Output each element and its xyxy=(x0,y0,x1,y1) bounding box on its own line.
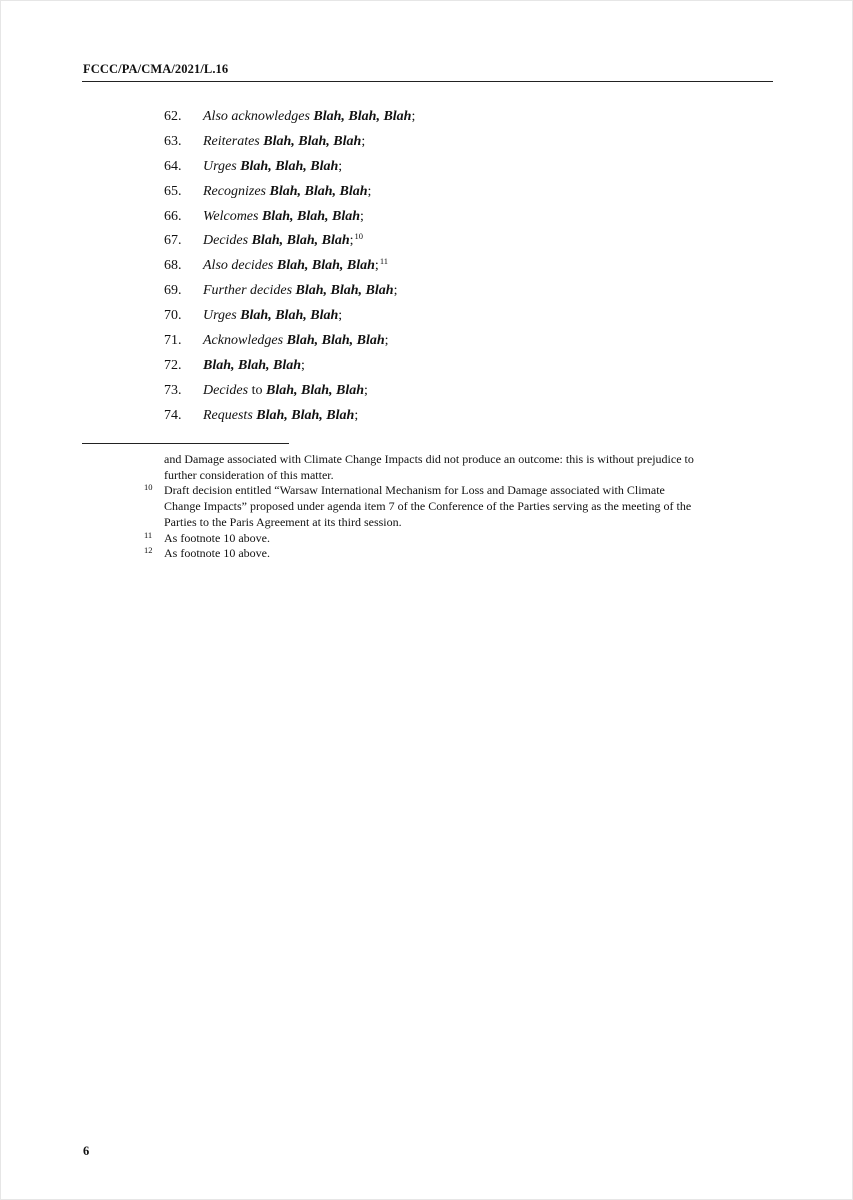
paragraph-number: 73. xyxy=(164,382,182,398)
footnote-text: Draft decision entitled “Warsaw International Mechanism for Loss and Damage associated with Climate Change Impacts” proposed under agenda item 7 of the Conference of the Parties serving as the meeting of the Parties to the Paris Agreement at its third session. xyxy=(164,483,692,529)
paragraph-74 xyxy=(164,406,764,431)
paragraph-verb: Also acknowledges xyxy=(203,109,310,124)
paragraph-number: 71. xyxy=(164,333,182,349)
footnote-marker: 12 xyxy=(144,545,153,556)
paragraph-end: ; xyxy=(349,233,354,249)
paragraph-content: Blah, Blah, Blah xyxy=(261,208,361,224)
footnote-ref[interactable]: 10 xyxy=(354,230,364,241)
footnote-separator xyxy=(82,443,289,444)
paragraph-number: 66. xyxy=(164,208,182,224)
footnote-text: As footnote 10 above. xyxy=(164,546,270,561)
page-number: 6 xyxy=(83,1144,90,1158)
paragraph-content: Blah, Blah, Blah xyxy=(276,258,375,274)
paragraph-verb: Decides xyxy=(203,382,249,398)
paragraph-verb: Decides xyxy=(203,233,249,249)
paragraph-content: Blah, Blah, Blah xyxy=(240,308,339,324)
paragraph-end: ; xyxy=(301,357,305,373)
paragraph-end: ; xyxy=(393,283,398,299)
paragraph-end: ; xyxy=(367,183,372,199)
paragraph-73 xyxy=(164,381,764,406)
paragraph-number: 63. xyxy=(164,133,182,149)
paragraph-68 xyxy=(164,256,764,281)
paragraph-end: ; xyxy=(364,382,368,398)
footnote-11 xyxy=(144,529,694,547)
paragraph-content: Blah, Blah, Blah xyxy=(313,109,412,124)
footnote-marker: 11 xyxy=(144,529,153,540)
paragraph-71 xyxy=(164,331,764,356)
paragraph-number: 72. xyxy=(164,357,182,373)
paragraph-content: Blah, Blah, Blah xyxy=(240,158,339,174)
footnotes xyxy=(144,452,694,562)
paragraph-63 xyxy=(164,132,764,157)
paragraph-content: Blah, Blah, Blah xyxy=(269,183,368,199)
paragraph-content: Blah, Blah, Blah xyxy=(203,357,302,373)
paragraph-end: ; xyxy=(374,258,379,274)
paragraph-verb: Requests xyxy=(203,407,253,423)
paragraph-end: ; xyxy=(354,407,359,423)
paragraph-verb: Urges xyxy=(203,158,237,174)
paragraph-verb: Urges xyxy=(203,308,237,324)
paragraph-verb: Reiterates xyxy=(203,133,260,149)
paragraph-content: Blah, Blah, Blah xyxy=(295,283,394,299)
paragraph-verb: Welcomes xyxy=(203,208,259,224)
paragraph-content: Blah, Blah, Blah xyxy=(263,133,362,149)
paragraph-66 xyxy=(164,207,764,232)
paragraph-67 xyxy=(164,231,764,256)
paragraph-number: 67. xyxy=(164,233,182,249)
paragraph-connector: to xyxy=(251,382,263,398)
document-symbol: FCCC/PA/CMA/2021/L.16 xyxy=(83,62,229,76)
paragraph-number: 70. xyxy=(164,308,182,324)
paragraph-number: 69. xyxy=(164,283,182,299)
paragraph-content: Blah, Blah, Blah xyxy=(286,333,385,349)
operative-paragraphs xyxy=(164,107,764,431)
paragraph-number: 74. xyxy=(164,407,182,423)
footnote-text: As footnote 10 above. xyxy=(164,530,270,545)
paragraph-end: ; xyxy=(411,109,416,124)
paragraph-65 xyxy=(164,182,764,207)
paragraph-end: ; xyxy=(360,208,364,224)
footnote-12 xyxy=(144,545,694,562)
footnote-10 xyxy=(144,482,694,530)
paragraph-number: 65. xyxy=(164,183,182,199)
paragraph-content: Blah, Blah, Blah xyxy=(251,233,350,249)
paragraph-69 xyxy=(164,281,764,306)
footnote-continuation: and Damage associated with Climate Change Impacts did not produce an outcome: this is without prejudice to further consideration of this matter. xyxy=(164,452,694,482)
paragraph-end: ; xyxy=(338,158,343,174)
paragraph-number: 68. xyxy=(164,258,182,274)
paragraph-verb: Also decides xyxy=(203,258,274,274)
paragraph-end: ; xyxy=(361,133,366,149)
paragraph-end: ; xyxy=(384,333,389,349)
paragraph-number: 62. xyxy=(164,109,182,124)
footnote-marker: 10 xyxy=(144,482,153,493)
paragraph-verb: Acknowledges xyxy=(203,333,284,349)
paragraph-content: Blah, Blah, Blah xyxy=(256,407,355,423)
paragraph-number: 64. xyxy=(164,158,182,174)
paragraph-verb: Recognizes xyxy=(203,183,266,199)
paragraph-62 xyxy=(164,107,764,132)
header-rule xyxy=(82,81,773,82)
paragraph-verb: Further decides xyxy=(203,283,293,299)
footnote-ref[interactable]: 11 xyxy=(379,255,388,266)
paragraph-70 xyxy=(164,306,764,331)
paragraph-content: Blah, Blah, Blah xyxy=(265,382,365,398)
paragraph-end: ; xyxy=(338,308,343,324)
paragraph-72 xyxy=(164,356,764,381)
paragraph-64 xyxy=(164,157,764,182)
